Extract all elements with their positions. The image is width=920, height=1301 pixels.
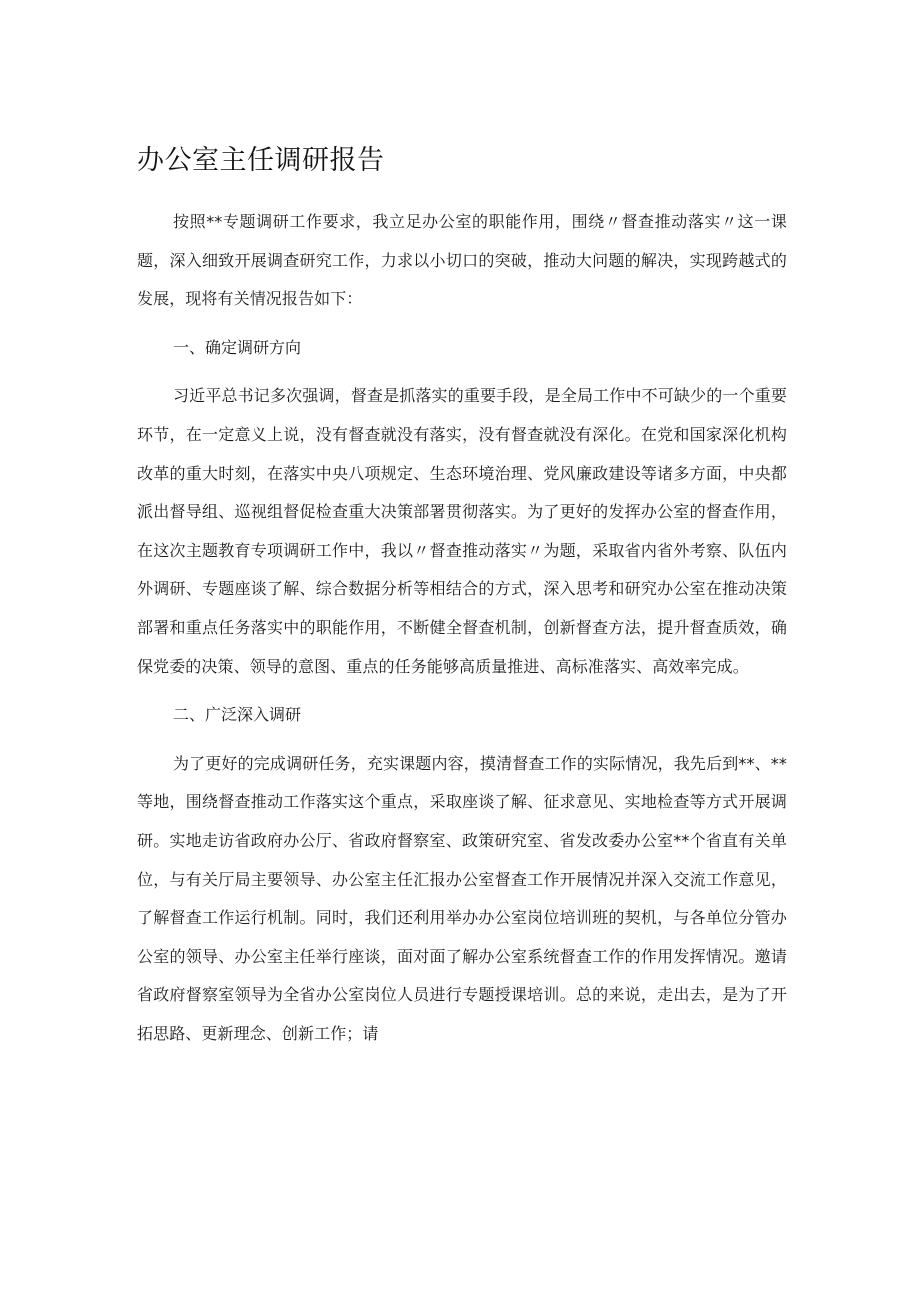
section-1-heading: 一、确定调研方向 xyxy=(173,337,302,357)
document-title: 办公室主任调研报告 xyxy=(137,145,385,176)
intro-paragraph: 按照**专题调研工作要求，我立足办公室的职能作用，围绕〃督查推动落实〃这一课题，深入细致开展调查研究工作，力求以小切口的突破，推动大问题的解决，实现跨越式的发展，现将有关情况报告如下： xyxy=(137,212,787,309)
section-1-paragraph: 习近平总书记多次强调，督查是抓落实的重要手段，是全局工作中不可缺少的一个重要环节，在一定意义上说，没有督查就没有落实，没有督查就没有深化。在党和国家深化机构改革的重大时刻，在落实中央八项规定、生态环境治理、党风廉政建设等诸多方面，中央都派出督导组、巡视组督促检查重大决策部署贯彻落实。为了更好的发挥办公室的督查作用，在这次主题教育专项调研工作中，我以〃督查推动落实〃为题，采取省内省外考察、队伍内外调研、专题座谈了解、综合数据分析等相结合的方式，深入思考和研究办公室在推动决策部署和重点任务落实中的职能作用，不断健全督查机制，创新督查方法，提升督查质效，确保党委的决策、领导的意图、重点的任务能够高质量推进、高标准落实、高效率完成。 xyxy=(137,386,787,676)
document-body xyxy=(137,203,787,1063)
section-2-paragraph: 为了更好的完成调研任务，充实课题内容，摸清督查工作的实际情况，我先后到**、**等地，围绕督查推动工作落实这个重点，采取座谈了解、征求意见、实地检查等方式开展调研。实地走访省政府办公厅、省政府督察室、政策研究室、省发改委办公室**个省直有关单位，与有关厅局主要领导、办公室主任汇报办公室督查工作开展情况并深入交流工作意见，了解督查工作运行机制。同时，我们还利用举办办公室岗位培训班的契机，与各单位分管办公室的领导、办公室主任举行座谈，面对面了解办公室系统督查工作的作用发挥情况。邀请省政府督察室领导为全省办公室岗位人员进行专题授课培训。总的来说，走出去，是为了开拓思路、更新理念、创新工作；请 xyxy=(137,753,787,1043)
section-2-heading: 二、广泛深入调研 xyxy=(173,705,302,725)
